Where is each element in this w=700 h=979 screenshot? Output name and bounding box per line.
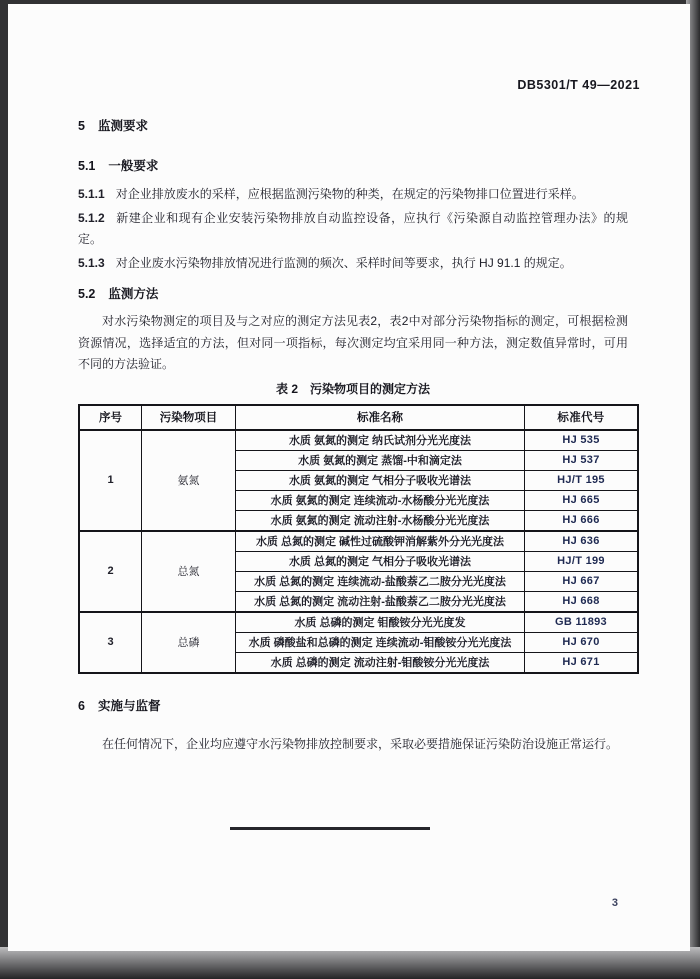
standard-code-cell: GB 11893 (525, 612, 639, 633)
header-pollutant: 污染物项目 (142, 405, 236, 430)
section-number: 5.2 (78, 287, 96, 301)
section-number: 6 (78, 698, 85, 713)
table-row (79, 430, 638, 451)
serial-number-cell: 2 (79, 531, 142, 612)
clause-number: 5.1.1 (78, 187, 105, 201)
scan-edge-shadow-bottom (0, 947, 700, 979)
standard-name-cell: 水质 氨氮的测定 气相分子吸收光谱法 (236, 470, 525, 490)
standard-code-cell: HJ 668 (525, 591, 639, 612)
clause-text: 对企业废水污染物排放情况进行监测的频次、采样时间等要求，执行 HJ 91.1 的规定。 (115, 256, 572, 270)
clause-text: 新建企业和现有企业安装污染物排放自动监控设备，应执行《污染源自动监控管理办法》的规定。 (78, 211, 628, 246)
clause-number: 5.1.3 (78, 256, 105, 270)
table-row (79, 531, 638, 552)
section-number: 5 (78, 119, 85, 133)
section-number: 5.1 (78, 159, 96, 173)
standard-name-cell: 水质 总氮的测定 碱性过硫酸钾消解紫外分光光度法 (236, 531, 525, 552)
standard-code-cell: HJ/T 199 (525, 551, 639, 571)
section-title: 监测要求 (97, 119, 148, 133)
section-6-heading (78, 696, 628, 714)
standard-name-cell: 水质 总氮的测定 连续流动-盐酸萘乙二胺分光光度法 (236, 571, 525, 591)
pollutant-cell: 总氮 (142, 531, 236, 612)
header-serial-number: 序号 (79, 405, 142, 430)
pollutant-cell: 总磷 (142, 612, 236, 673)
methods-table (78, 404, 639, 674)
clause-number: 5.1.2 (78, 211, 105, 225)
standard-name-cell: 水质 总氮的测定 流动注射-盐酸萘乙二胺分光光度法 (236, 591, 525, 612)
standard-code-cell: HJ 666 (525, 510, 639, 531)
standard-code-cell: HJ 537 (525, 450, 639, 470)
standard-name-cell: 水质 氨氮的测定 纳氏试剂分光光度法 (236, 430, 525, 451)
pollutant-cell: 氨氮 (142, 430, 236, 531)
standard-name-cell: 水质 总磷的测定 钼酸铵分光光度发 (236, 612, 525, 633)
standard-name-cell: 水质 磷酸盐和总磷的测定 连续流动-钼酸铵分光光度法 (236, 632, 525, 652)
standard-code-cell: HJ 671 (525, 652, 639, 673)
section-title: 一般要求 (108, 159, 159, 173)
clause-text: 对企业排放废水的采样，应根据监测污染物的种类，在规定的污染物排口位置进行采样。 (115, 187, 584, 201)
standard-name-cell: 水质 总氮的测定 气相分子吸收光谱法 (236, 551, 525, 571)
clause-5-1-3 (78, 253, 628, 274)
end-of-document-rule (230, 827, 430, 830)
page-number: 3 (611, 897, 618, 909)
table-row (79, 612, 638, 633)
serial-number-cell: 1 (79, 430, 142, 531)
header-standard-name: 标准名称 (236, 405, 525, 430)
section-5-heading (78, 116, 628, 134)
table-caption: 表 2 污染物项目的测定方法 (275, 381, 430, 396)
clause-5-1-2 (78, 208, 628, 250)
standard-name-cell: 水质 氨氮的测定 蒸馏-中和滴定法 (236, 450, 525, 470)
standard-name-cell: 水质 氨氮的测定 连续流动-水杨酸分光光度法 (236, 490, 525, 510)
standard-code-cell: HJ 636 (525, 531, 639, 552)
section-5-1-heading (78, 156, 628, 174)
standard-code-cell: HJ 667 (525, 571, 639, 591)
section-title: 实施与监督 (97, 698, 161, 713)
standard-code-cell: HJ/T 195 (525, 470, 639, 490)
methods-table-head (79, 405, 638, 430)
clause-5-1-1 (78, 184, 628, 205)
standard-name-cell: 水质 总磷的测定 流动注射-钼酸铵分光光度法 (236, 652, 525, 673)
document-page (8, 4, 690, 951)
standard-code-cell: HJ 665 (525, 490, 639, 510)
paragraph-5-2: 对水污染物测定的项目及与之对应的测定方法见表2，表2中对部分污染物指标的测定，可根据检测资源情况，选择适宜的方法，但对同一项指标，每次测定均宜采用同一种方法，测定数值异常时，可用不同的方法验证。 (78, 314, 628, 371)
methods-table-body (79, 430, 638, 673)
table-header-row (79, 405, 638, 430)
section-title: 监测方法 (108, 287, 159, 301)
serial-number-cell: 3 (79, 612, 142, 673)
section-5-2-heading (78, 284, 628, 302)
standard-name-cell: 水质 氨氮的测定 流动注射-水杨酸分光光度法 (236, 510, 525, 531)
standard-code-cell: HJ 670 (525, 632, 639, 652)
document-code-header: DB5301/T 49—2021 (517, 78, 640, 92)
header-standard-code: 标准代号 (525, 405, 639, 430)
standard-code-cell: HJ 535 (525, 430, 639, 451)
paragraph-6: 在任何情况下，企业均应遵守水污染物排放控制要求，采取必要措施保证污染防治设施正常运行。 (102, 736, 619, 751)
